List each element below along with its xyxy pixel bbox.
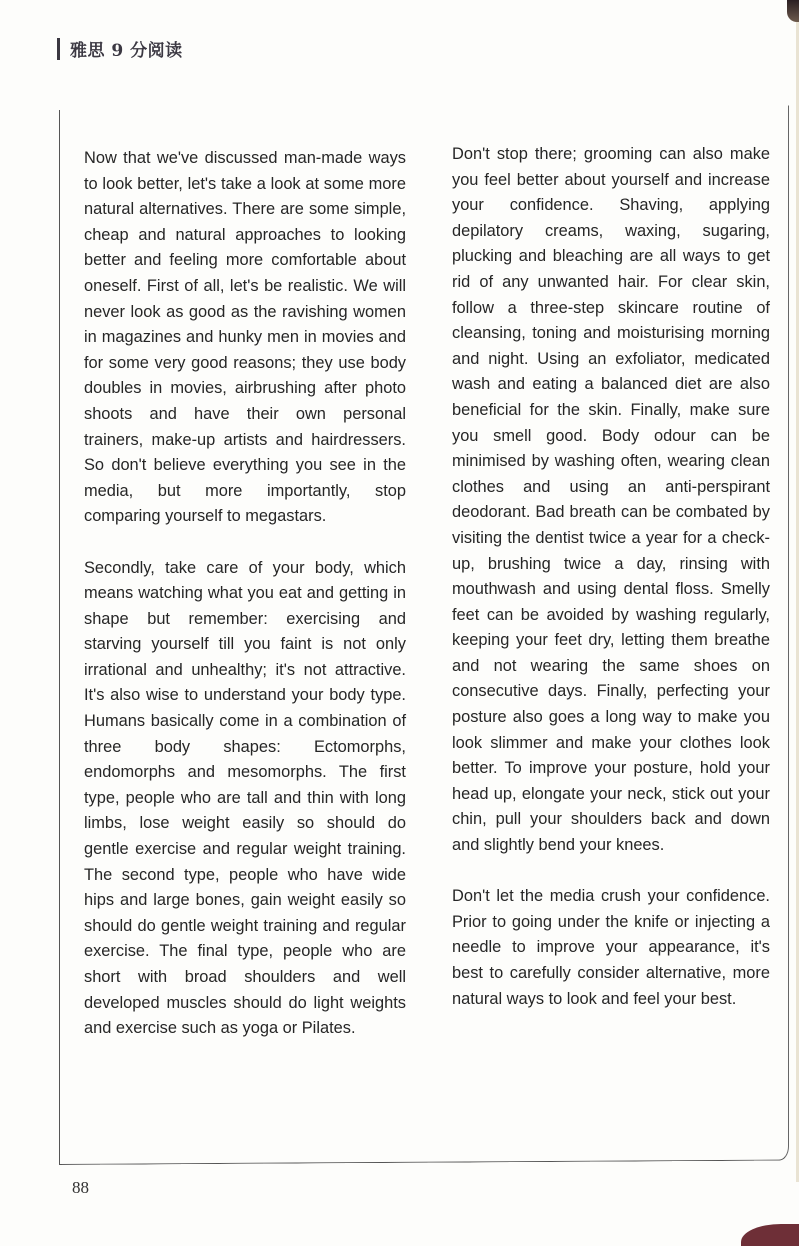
book-cover-corner-top	[787, 0, 799, 22]
paragraph: Don't let the media crush your confidence. Prior to going under the knife or injecting a needle to improve your appearance, it's best to carefully consider alternative, more natural ways to look and feel your best.	[452, 887, 770, 1008]
header-bar-decoration	[57, 38, 60, 60]
page-number: 88	[72, 1178, 89, 1197]
paragraph: Don't stop there; grooming can also make you feel better about yourself and increase your confidence. Shaving, applying depilatory creams, waxing, sugaring, plucking and bleaching are all ways to get rid of any unwanted hair. For clear skin, follow a three-step skincare routine of cleansing, toning and moisturising morning and night. Using an exfoliator, medicated wash and eating a balanced diet are also beneficial for the skin. Finally, make sure you smell good. Body odour can be minimised by washing often, wearing clean clothes and using an anti-perspirant deodorant. Bad breath can be combated by visiting the dentist twice a year for a check-up, brushing twice a day, rinsing with mouthwash and using dental floss. Smelly feet can be avoided by washing regularly, keeping your feet dry, letting them breathe and not wearing the same shoes on consecutive days. Finally, perfecting your posture also goes a long way to make you look slimmer and make your clothes look better. To improve your posture, hold your head up, elongate your neck, stick out your chin, pull your shoulders back and down and slightly bend your knees.	[452, 145, 770, 855]
right-column	[452, 142, 770, 1038]
paragraph: Now that we've discussed man-made ways to look better, let's take a look at some more natural alternatives. There are some simple, cheap and natural approaches to looking better and feeling more comfortable about oneself. First of all, let's be realistic. We will never look as good as the ravishing women in magazines and hunky men in movies and for some very good reasons; they use body doubles in movies, airbrushing after photo shoots and have their own personal trainers, make-up artists and hairdressers. So don't believe everything you see in the media, but more importantly, stop comparing yourself to megastars.	[84, 149, 406, 526]
book-title: 雅思 9 分阅读	[70, 41, 183, 61]
left-column	[84, 146, 406, 1067]
paragraph: Secondly, take care of your body, which means watching what you eat and getting in shape but remember: exercising and starving yourself till you faint is not only irrational and unhealthy; it's not attractive. It's also wise to understand your body type. Humans basically come in a combination of three body shapes: Ectomorphs, endomorphs and mesomorphs. The first type, people who are tall and thin with long limbs, lose weight easily so should do gentle exercise and regular weight training. The second type, people who have wide hips and large bones, gain weight easily so should do gentle weight training and regular exercise. The final type, people who are short with broad shoulders and well developed muscles should do light weights and exercise such as yoga or Pilates.	[84, 558, 406, 1038]
book-cover-corner-bottom	[741, 1224, 799, 1246]
running-header	[57, 36, 183, 61]
